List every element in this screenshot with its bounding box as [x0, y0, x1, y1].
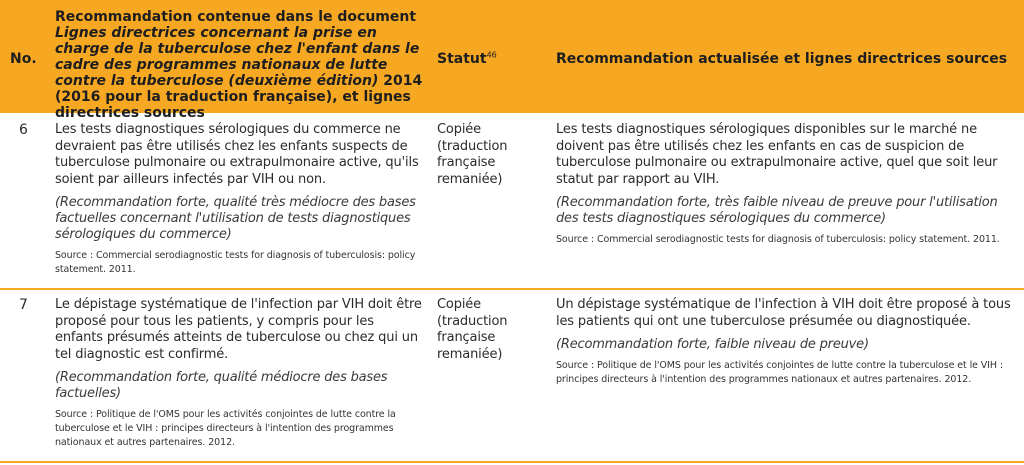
header-recommendation: [55, 9, 427, 121]
header-rec-line1: Recommandation contenue dans le document: [55, 9, 417, 25]
table-header: [0, 0, 1024, 121]
row-divider: [0, 461, 1024, 463]
original-recommendation: [55, 122, 425, 277]
status-text: Copiée (traduction française remaniée): [437, 297, 508, 362]
updated-strength: (Recommandation forte, faible niveau de preuve): [556, 337, 869, 352]
header-updated: Recommandation actualisée et lignes directrices sources: [556, 51, 1008, 67]
updated-strength: (Recommandation forte, très faible niveau de preuve pour l'utilisation des tests diagnostiques sérologiques du commerce): [556, 195, 998, 226]
original-source: Source : Commercial serodiagnostic tests for diagnosis of tuberculosis: policy statement. 2011.: [55, 250, 416, 275]
header-rec-rest: 2014 (2016 pour la traduction française), et lignes directrices sources: [55, 73, 423, 121]
status-cell: [437, 297, 549, 363]
original-recommendation: [55, 297, 425, 450]
header-status: [437, 51, 497, 67]
row-divider: [0, 288, 1024, 290]
original-text: Les tests diagnostiques sérologiques du commerce ne devraient pas être utilisés chez les enfants suspects de tuberculose pulmonaire ou extrapulmonaire active, qu'ils soient par ailleurs infectés par VIH ou non.: [55, 122, 419, 187]
updated-recommendation: [556, 297, 1016, 387]
original-text: Le dépistage systématique de l'infection par VIH doit être proposé pour tous les patients, y compris pour les enfants présumés atteints de tuberculose ou chez qui un tel diagnostic est confirmé.: [55, 297, 422, 362]
updated-source: Source : Politique de l'OMS pour les activités conjointes de lutte contre la tuberculose et le VIH : principes directeurs à l'intention des programmes nationaux et autres partenaires. 2012.: [556, 360, 1003, 385]
original-strength: (Recommandation forte, qualité très médiocre des bases factuelles concernant l'utilisation de tests diagnostiques sérologiques du commerce): [55, 195, 416, 242]
header-rec-title: Lignes directrices concernant la prise en charge de la tuberculose chez l'enfant dans le cadre des programmes nationaux de lutte contre la tuberculose (deuxième édition): [55, 25, 420, 89]
header-number: No.: [10, 51, 37, 67]
header-status-footnote: 46: [486, 50, 497, 60]
updated-text: Les tests diagnostiques sérologiques disponibles sur le marché ne doivent pas être utilisés chez les enfants en cas de suspicion de tuberculose pulmonaire ou extrapulmonaire active, quel que soit leur statut par rapport au VIH.: [556, 122, 998, 187]
row-number: 7: [19, 297, 28, 313]
status-cell: [437, 122, 549, 188]
status-text: Copiée (traduction française remaniée): [437, 122, 508, 187]
row-number: 6: [19, 122, 28, 138]
header-status-label: Statut: [437, 51, 487, 67]
updated-text: Un dépistage systématique de l'infection à VIH doit être proposé à tous les patients qui ont une tuberculose présumée ou diagnostiquée.: [556, 297, 1011, 329]
original-strength: (Recommandation forte, qualité médiocre des bases factuelles): [55, 370, 388, 401]
original-source: Source : Politique de l'OMS pour les activités conjointes de lutte contre la tuberculose et le VIH : principes directeurs à l'intention des programmes nationaux et autres partenaires. 2012.: [55, 409, 396, 448]
updated-source: Source : Commercial serodiagnostic tests for diagnosis of tuberculosis: policy statement. 2011.: [556, 234, 1000, 245]
updated-recommendation: [556, 122, 1016, 247]
